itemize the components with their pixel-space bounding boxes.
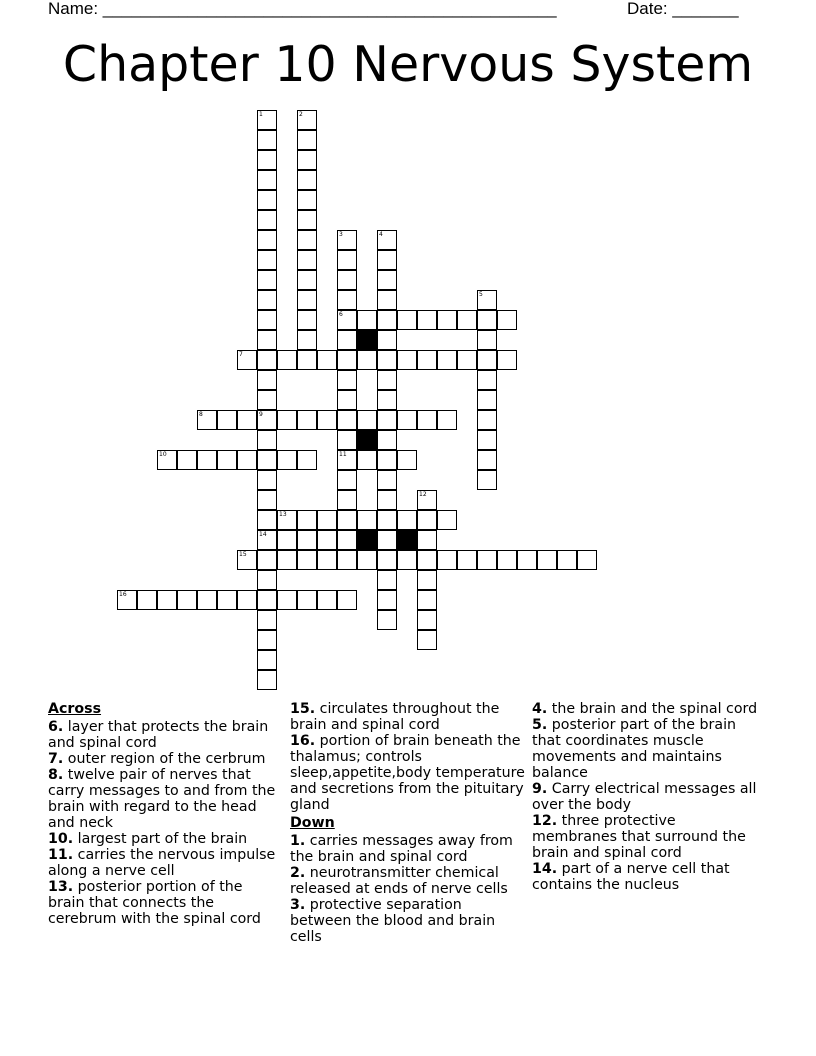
clue-number: 14. (532, 861, 558, 877)
clue-text: largest part of the brain (77, 831, 248, 847)
clue-number: 15. (290, 701, 316, 717)
grid-cell[interactable] (377, 610, 397, 630)
clue-number-14: 14 (259, 531, 267, 538)
clue-text: neurotransmitter chemical released at ends of nerve cells (290, 865, 508, 897)
clue-number-12: 12 (419, 491, 427, 498)
grid-cell[interactable] (297, 530, 317, 550)
grid-cell[interactable] (257, 170, 277, 190)
clue-number-8: 8 (199, 411, 203, 418)
clue-number: 10. (48, 831, 74, 847)
grid-cell[interactable] (397, 550, 417, 570)
clue-number: 11. (48, 847, 74, 863)
clue-column-2 (290, 701, 525, 945)
grid-cell[interactable] (217, 450, 237, 470)
grid-cell[interactable] (257, 310, 277, 330)
clue-number-9: 9 (259, 411, 263, 418)
grid-cell[interactable] (377, 310, 397, 330)
clue-number: 9. (532, 781, 548, 797)
clue-text: protective separation between the blood and brain cells (290, 897, 496, 945)
black-square (357, 530, 377, 550)
grid-cell[interactable] (317, 510, 337, 530)
grid-cell[interactable] (297, 230, 317, 250)
grid-cell[interactable] (217, 410, 237, 430)
down-clue-4 (532, 701, 762, 717)
grid-cell[interactable] (377, 230, 397, 250)
grid-cell[interactable] (417, 310, 437, 330)
clue-text: outer region of the cerbrum (67, 751, 266, 767)
across-clue-6 (48, 719, 283, 751)
clue-number-13: 13 (279, 511, 287, 518)
grid-cell[interactable] (377, 570, 397, 590)
grid-cell[interactable] (377, 410, 397, 430)
grid-cell[interactable] (257, 550, 277, 570)
date-label: Date: _______ (627, 0, 739, 18)
grid-cell[interactable] (257, 110, 277, 130)
clue-number: 3. (290, 897, 306, 913)
grid-cell[interactable] (477, 350, 497, 370)
grid-cell[interactable] (337, 250, 357, 270)
grid-cell[interactable] (377, 450, 397, 470)
down-clue-3 (290, 897, 525, 945)
grid-cell[interactable] (317, 590, 337, 610)
clue-number-4: 4 (379, 231, 383, 238)
clue-number: 2. (290, 865, 306, 881)
clue-text: layer that protects the brain and spinal cord (48, 719, 269, 751)
grid-cell[interactable] (417, 610, 437, 630)
grid-cell[interactable] (277, 530, 297, 550)
grid-cell[interactable] (377, 250, 397, 270)
grid-cell[interactable] (337, 290, 357, 310)
grid-cell[interactable] (417, 350, 437, 370)
grid-cell[interactable] (257, 210, 277, 230)
grid-cell[interactable] (457, 310, 477, 330)
grid-cell[interactable] (457, 550, 477, 570)
grid-cell[interactable] (297, 410, 317, 430)
grid-cell[interactable] (257, 290, 277, 310)
grid-cell[interactable] (377, 490, 397, 510)
grid-cell[interactable] (377, 590, 397, 610)
grid-cell[interactable] (377, 430, 397, 450)
grid-cell[interactable] (397, 310, 417, 330)
grid-cell[interactable] (377, 330, 397, 350)
grid-cell[interactable] (417, 410, 437, 430)
black-square (397, 530, 417, 550)
grid-cell[interactable] (417, 630, 437, 650)
grid-cell[interactable] (377, 290, 397, 310)
grid-cell[interactable] (257, 630, 277, 650)
grid-cell[interactable] (297, 350, 317, 370)
grid-cell[interactable] (477, 450, 497, 470)
down-clue-2 (290, 865, 525, 897)
grid-cell[interactable] (577, 550, 597, 570)
grid-cell[interactable] (477, 310, 497, 330)
clue-number-10: 10 (159, 451, 167, 458)
grid-cell[interactable] (277, 550, 297, 570)
grid-cell[interactable] (477, 390, 497, 410)
clue-number: 12. (532, 813, 558, 829)
grid-cell[interactable] (257, 270, 277, 290)
grid-cell[interactable] (277, 510, 297, 530)
clue-number-2: 2 (299, 111, 303, 118)
grid-cell[interactable] (157, 450, 177, 470)
grid-cell[interactable] (417, 490, 437, 510)
grid-cell[interactable] (377, 550, 397, 570)
clue-number: 6. (48, 719, 64, 735)
grid-cell[interactable] (377, 530, 397, 550)
down-clue-12 (532, 813, 762, 861)
grid-cell[interactable] (277, 450, 297, 470)
grid-cell[interactable] (437, 510, 457, 530)
grid-cell[interactable] (257, 350, 277, 370)
grid-cell[interactable] (337, 410, 357, 430)
clue-number-3: 3 (339, 231, 343, 238)
grid-cell[interactable] (357, 450, 377, 470)
grid-cell[interactable] (477, 410, 497, 430)
grid-cell[interactable] (257, 670, 277, 690)
clue-number-7: 7 (239, 351, 243, 358)
clue-number-16: 16 (119, 591, 127, 598)
grid-cell[interactable] (357, 510, 377, 530)
clue-number-1: 1 (259, 111, 263, 118)
grid-cell[interactable] (357, 350, 377, 370)
grid-cell[interactable] (297, 130, 317, 150)
clue-number-6: 6 (339, 311, 343, 318)
black-square (357, 330, 377, 350)
grid-cell[interactable] (157, 590, 177, 610)
grid-cell[interactable] (497, 550, 517, 570)
name-label: Name: ________________________________________________ (48, 0, 557, 18)
grid-cell[interactable] (337, 550, 357, 570)
grid-cell[interactable] (257, 130, 277, 150)
grid-cell[interactable] (397, 450, 417, 470)
grid-cell[interactable] (377, 270, 397, 290)
grid-cell[interactable] (297, 510, 317, 530)
across-clue-10 (48, 831, 283, 847)
clue-number-11: 11 (339, 451, 347, 458)
grid-cell[interactable] (257, 190, 277, 210)
grid-cell[interactable] (297, 330, 317, 350)
clue-number-5: 5 (479, 291, 483, 298)
grid-cell[interactable] (257, 510, 277, 530)
clue-column-1 (48, 701, 283, 927)
clue-text: carries the nervous impulse along a nerve cell (48, 847, 276, 879)
across-clue-7 (48, 751, 283, 767)
grid-cell[interactable] (377, 510, 397, 530)
grid-cell[interactable] (257, 650, 277, 670)
grid-cell[interactable] (297, 290, 317, 310)
grid-cell[interactable] (257, 490, 277, 510)
clue-text: portion of brain beneath the thalamus; controls sleep,appetite,body temperature and secretions from the pituitary gland (290, 733, 525, 813)
grid-cell[interactable] (477, 470, 497, 490)
across-clue-15 (290, 701, 525, 733)
clue-number: 7. (48, 751, 64, 767)
grid-cell[interactable] (417, 510, 437, 530)
grid-cell[interactable] (497, 310, 517, 330)
grid-cell[interactable] (297, 150, 317, 170)
clue-number-15: 15 (239, 551, 247, 558)
grid-cell[interactable] (297, 170, 317, 190)
grid-cell[interactable] (437, 550, 457, 570)
clue-number: 1. (290, 833, 306, 849)
grid-cell[interactable] (237, 590, 257, 610)
across-clue-11 (48, 847, 283, 879)
clue-text: the brain and the spinal cord (551, 701, 758, 717)
grid-cell[interactable] (357, 410, 377, 430)
grid-cell[interactable] (297, 210, 317, 230)
down-clue-9 (532, 781, 762, 813)
grid-cell[interactable] (477, 290, 497, 310)
grid-cell[interactable] (417, 550, 437, 570)
clue-number: 13. (48, 879, 74, 895)
black-square (357, 430, 377, 450)
clue-text: posterior part of the brain that coordinates muscle movements and maintains balance (532, 717, 736, 781)
grid-cell[interactable] (257, 530, 277, 550)
clue-text: Carry electrical messages all over the body (532, 781, 757, 813)
grid-cell[interactable] (297, 250, 317, 270)
grid-cell[interactable] (477, 430, 497, 450)
grid-cell[interactable] (497, 350, 517, 370)
grid-cell[interactable] (337, 330, 357, 350)
grid-cell[interactable] (297, 450, 317, 470)
grid-cell[interactable] (397, 350, 417, 370)
page-title: Chapter 10 Nervous System (62, 36, 754, 93)
grid-cell[interactable] (257, 610, 277, 630)
grid-cell[interactable] (277, 590, 297, 610)
clue-number: 4. (532, 701, 548, 717)
grid-cell[interactable] (197, 410, 217, 430)
grid-cell[interactable] (257, 430, 277, 450)
down-clue-1 (290, 833, 525, 865)
grid-cell[interactable] (337, 450, 357, 470)
clue-text: twelve pair of nerves that carry messages to and from the brain with regard to the head and neck (48, 767, 276, 831)
grid-cell[interactable] (377, 370, 397, 390)
grid-cell[interactable] (337, 230, 357, 250)
grid-cell[interactable] (197, 590, 217, 610)
clue-number: 16. (290, 733, 316, 749)
grid-cell[interactable] (337, 310, 357, 330)
grid-cell[interactable] (477, 550, 497, 570)
clue-text: part of a nerve cell that contains the nucleus (532, 861, 730, 893)
grid-cell[interactable] (397, 410, 417, 430)
grid-cell[interactable] (237, 450, 257, 470)
grid-cell[interactable] (477, 370, 497, 390)
clue-column-3 (532, 701, 762, 893)
grid-cell[interactable] (337, 510, 357, 530)
grid-cell[interactable] (117, 590, 137, 610)
grid-cell[interactable] (457, 350, 477, 370)
grid-cell[interactable] (257, 150, 277, 170)
grid-cell[interactable] (257, 370, 277, 390)
grid-cell[interactable] (337, 390, 357, 410)
grid-cell[interactable] (337, 530, 357, 550)
down-clue-5 (532, 717, 762, 781)
grid-cell[interactable] (377, 350, 397, 370)
clue-number: 5. (532, 717, 548, 733)
grid-cell[interactable] (417, 530, 437, 550)
down-clue-14 (532, 861, 762, 893)
across-clue-13 (48, 879, 283, 927)
across-heading: Across (48, 701, 102, 717)
grid-cell[interactable] (337, 470, 357, 490)
grid-cell[interactable] (277, 350, 297, 370)
grid-cell[interactable] (337, 430, 357, 450)
grid-cell[interactable] (417, 590, 437, 610)
clue-text: posterior portion of the brain that connects the cerebrum with the spinal cord (48, 879, 261, 927)
grid-cell[interactable] (137, 590, 157, 610)
clue-text: three protective membranes that surround the brain and spinal cord (532, 813, 746, 861)
grid-cell[interactable] (557, 550, 577, 570)
grid-cell[interactable] (257, 470, 277, 490)
grid-cell[interactable] (297, 110, 317, 130)
grid-cell[interactable] (257, 410, 277, 430)
grid-cell[interactable] (377, 390, 397, 410)
grid-cell[interactable] (297, 550, 317, 570)
grid-cell[interactable] (237, 410, 257, 430)
grid-cell[interactable] (237, 350, 257, 370)
grid-cell[interactable] (517, 550, 537, 570)
grid-cell[interactable] (257, 450, 277, 470)
grid-cell[interactable] (257, 570, 277, 590)
grid-cell[interactable] (397, 510, 417, 530)
grid-cell[interactable] (177, 450, 197, 470)
grid-cell[interactable] (257, 230, 277, 250)
grid-cell[interactable] (317, 410, 337, 430)
grid-cell[interactable] (337, 370, 357, 390)
grid-cell[interactable] (317, 550, 337, 570)
grid-cell[interactable] (437, 310, 457, 330)
grid-cell[interactable] (337, 350, 357, 370)
grid-cell[interactable] (417, 570, 437, 590)
clue-number: 8. (48, 767, 64, 783)
grid-cell[interactable] (337, 590, 357, 610)
grid-cell[interactable] (477, 330, 497, 350)
grid-cell[interactable] (277, 410, 297, 430)
grid-cell[interactable] (437, 350, 457, 370)
grid-cell[interactable] (257, 390, 277, 410)
grid-cell[interactable] (217, 590, 237, 610)
across-clue-8 (48, 767, 283, 831)
grid-cell[interactable] (437, 410, 457, 430)
grid-cell[interactable] (237, 550, 257, 570)
grid-cell[interactable] (257, 590, 277, 610)
grid-cell[interactable] (257, 250, 277, 270)
grid-cell[interactable] (377, 470, 397, 490)
grid-cell[interactable] (337, 490, 357, 510)
grid-cell[interactable] (357, 310, 377, 330)
down-heading: Down (290, 815, 335, 831)
grid-cell[interactable] (177, 590, 197, 610)
grid-cell[interactable] (357, 550, 377, 570)
grid-cell[interactable] (297, 270, 317, 290)
grid-cell[interactable] (257, 330, 277, 350)
grid-cell[interactable] (297, 310, 317, 330)
clue-text: carries messages away from the brain and spinal cord (290, 833, 513, 865)
grid-cell[interactable] (317, 350, 337, 370)
grid-cell[interactable] (537, 550, 557, 570)
across-clue-16 (290, 733, 525, 813)
grid-cell[interactable] (297, 590, 317, 610)
grid-cell[interactable] (297, 190, 317, 210)
clue-text: circulates throughout the brain and spinal cord (290, 701, 500, 733)
grid-cell[interactable] (337, 270, 357, 290)
grid-cell[interactable] (197, 450, 217, 470)
grid-cell[interactable] (317, 530, 337, 550)
